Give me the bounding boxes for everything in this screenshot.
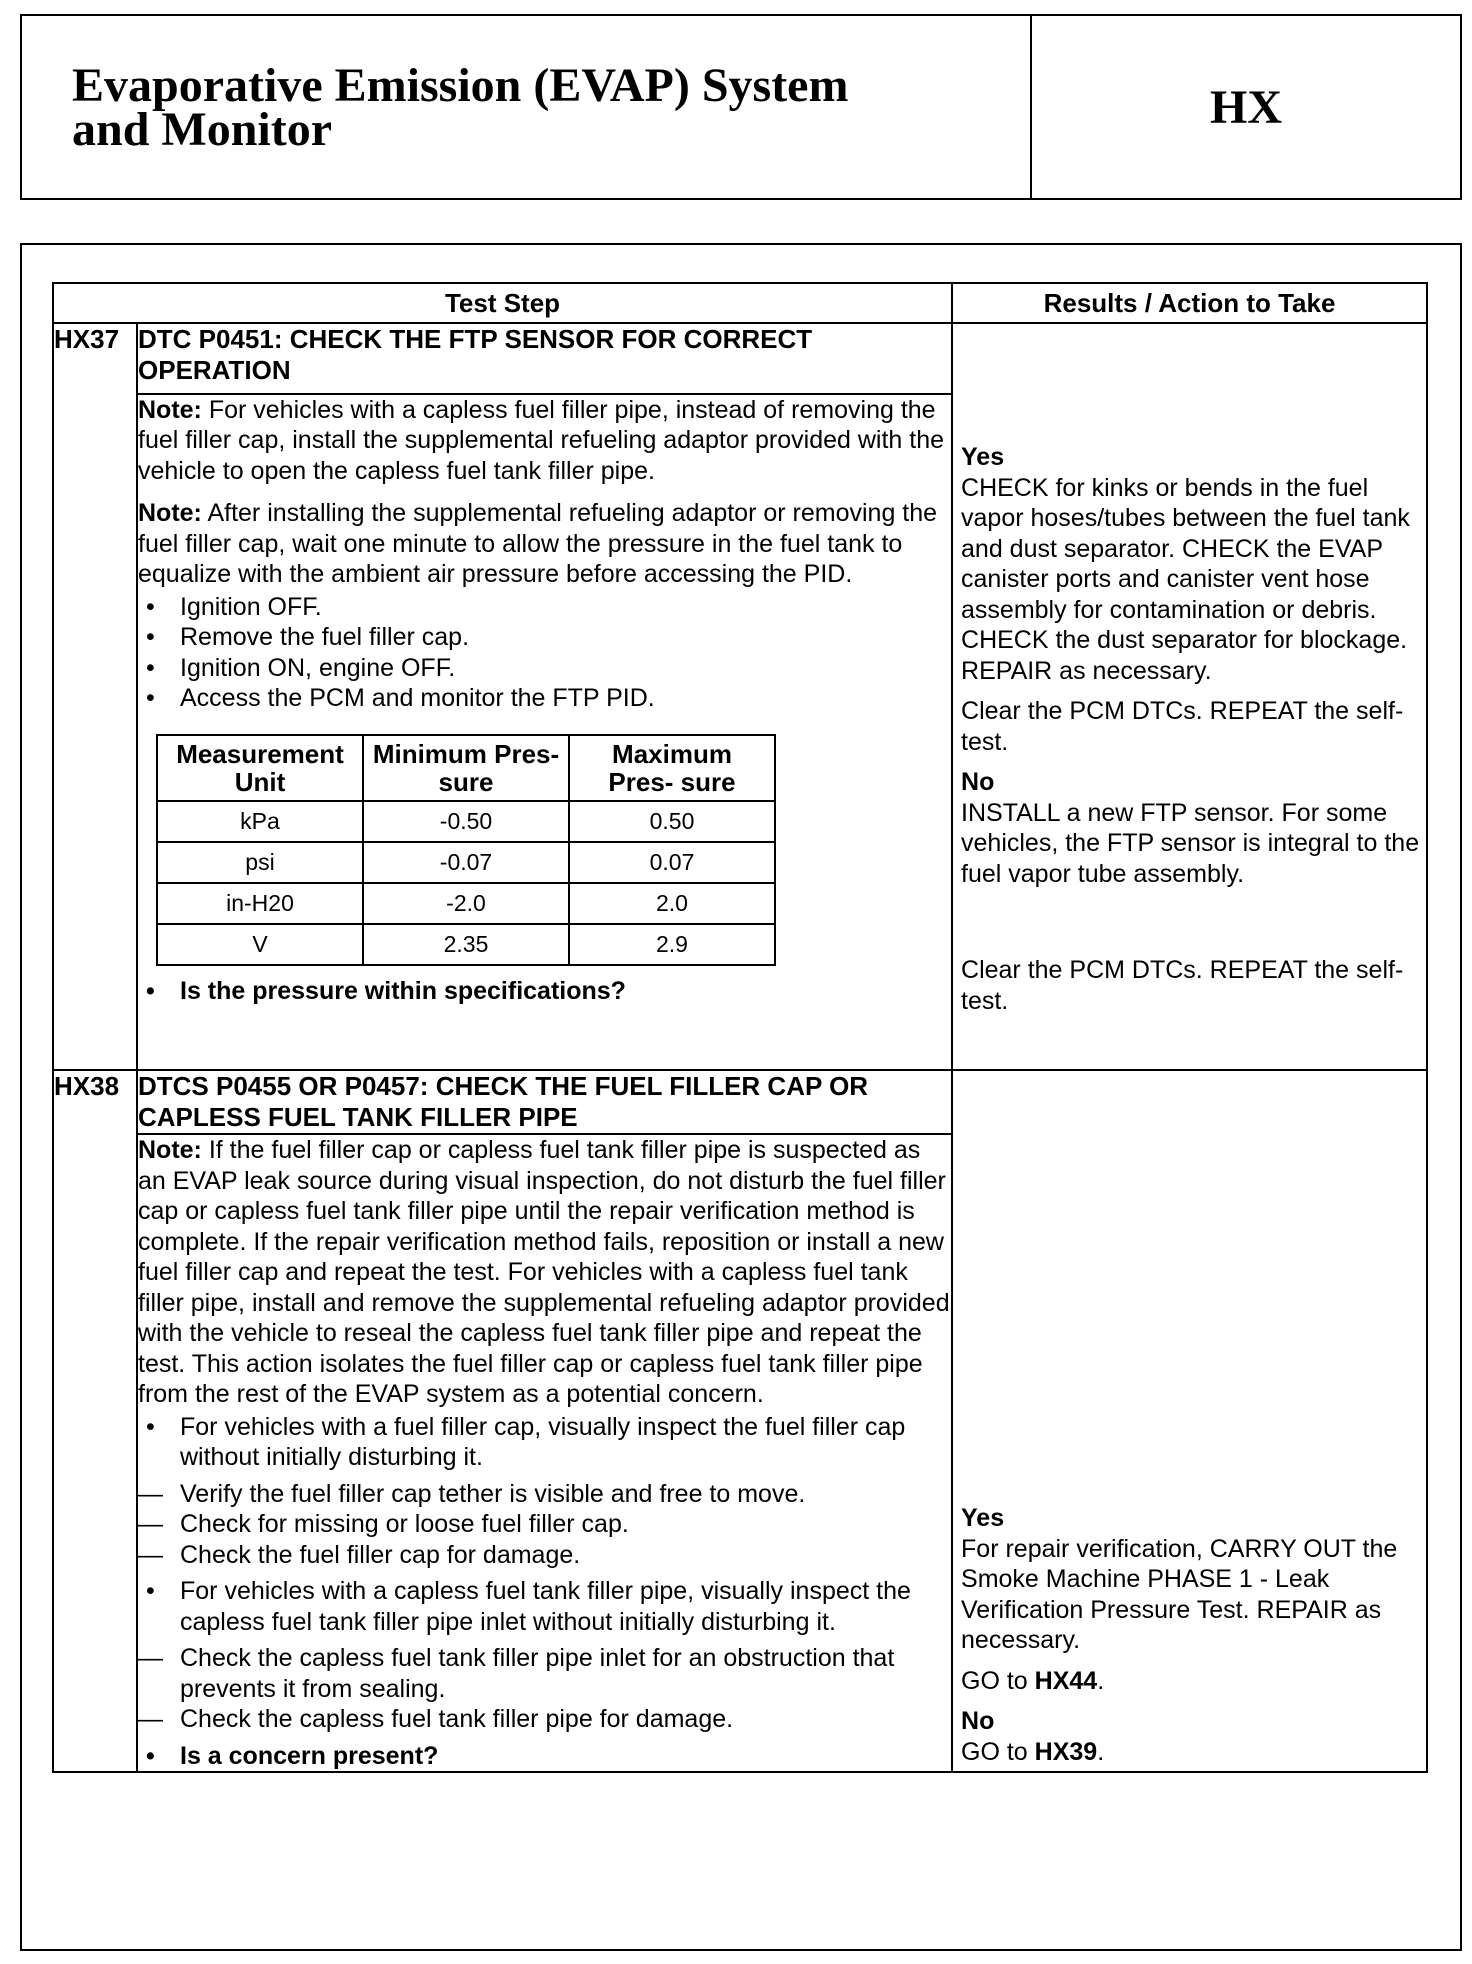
test-step-table bbox=[52, 282, 1428, 1773]
step-hx37-title-row bbox=[53, 323, 1427, 394]
step-id-hx37: HX37 bbox=[53, 323, 137, 394]
list-item: • Access the PCM and monitor the FTP PID. bbox=[138, 683, 951, 714]
no-label-hx37: No bbox=[961, 768, 995, 796]
results-hx37 bbox=[952, 323, 1427, 1070]
list-item: — Check the capless fuel tank filler pipe for damage. bbox=[138, 1704, 951, 1735]
title-line-1: Evaporative Emission (EVAP) System bbox=[72, 59, 849, 112]
spec-cell: V bbox=[157, 924, 363, 965]
yes-text-hx38: For repair verification, CARRY OUT the Smoke Machine PHASE 1 - Leak Verification Pressure Test. REPAIR as necessary. bbox=[961, 1534, 1398, 1654]
step-id-spacer bbox=[53, 394, 137, 1070]
no-text-hx37: INSTALL a new FTP sensor. For some vehicles, the FTP sensor is integral to the fuel vapor tube assembly. bbox=[961, 798, 1420, 888]
list-item: • For vehicles with a capless fuel tank filler pipe, visually inspect the capless fuel tank filler pipe inlet without initially disturbing it. — Check the capless fuel tank filler pipe inlet for an obstruction that prevents it from sealing. — Check the capless fuel tank filler pipe for damage. bbox=[138, 1576, 951, 1735]
note-hx37-1: Note: For vehicles with a capless fuel filler pipe, instead of removing the fuel filler cap, install the supplemental refueling adaptor provided with the vehicle to open the capless fuel tank filler pipe. bbox=[138, 395, 945, 485]
question-hx37: • Is the pressure within specifications? bbox=[138, 976, 951, 1007]
spec-cell: 2.9 bbox=[569, 924, 775, 965]
step-body-hx38 bbox=[137, 1134, 952, 1772]
spec-col-unit: Measurement Unit bbox=[157, 735, 363, 801]
section-code: HX bbox=[1210, 80, 1282, 134]
goto-link-hx39[interactable]: HX39 bbox=[1034, 1737, 1098, 1766]
spec-cell: -0.07 bbox=[363, 842, 569, 883]
table-row bbox=[157, 883, 775, 924]
document-header bbox=[20, 14, 1462, 200]
list-item: — Check for missing or loose fuel filler cap. bbox=[138, 1509, 951, 1540]
page-title bbox=[72, 59, 1030, 156]
spec-cell: 2.0 bbox=[569, 883, 775, 924]
title-line-2: and Monitor bbox=[72, 103, 333, 156]
table-row bbox=[157, 842, 775, 883]
table-row bbox=[157, 924, 775, 965]
list-item: — Check the fuel filler cap for damage. bbox=[138, 1540, 951, 1571]
table-row bbox=[157, 801, 775, 842]
step-title-hx38: DTCS P0455 OR P0457: CHECK THE FUEL FILLER CAP OR CAPLESS FUEL TANK FILLER PIPE bbox=[137, 1070, 952, 1134]
yes-label-hx38: Yes bbox=[961, 1504, 1005, 1532]
header-title-cell bbox=[22, 16, 1032, 198]
spec-header-row bbox=[157, 735, 775, 801]
list-item: — Verify the fuel filler cap tether is visible and free to move. bbox=[138, 1479, 951, 1510]
note-hx38: Note: If the fuel filler cap or capless fuel tank filler pipe is suspected as an EVAP leak source during visual inspection, do not disturb the fuel filler cap or capless fuel tank filler pipe until the repair verification method is complete. If the repair verification method fails, reposition or install a new fuel filler cap and repeat the test. For vehicles with a capless fuel tank filler pipe, install and remove the supplemental refueling adaptor provided with the vehicle to reseal the capless fuel tank filler pipe and repeat the test. This action isolates the fuel filler cap or capless fuel tank filler pipe from the rest of the EVAP system as a potential concern. bbox=[138, 1136, 950, 1408]
step-id-spacer bbox=[53, 1134, 137, 1772]
spec-cell: in-H20 bbox=[157, 883, 363, 924]
spec-cell: 2.35 bbox=[363, 924, 569, 965]
step-title-hx37: DTC P0451: CHECK THE FTP SENSOR FOR CORRECT OPERATION bbox=[137, 323, 952, 394]
list-item: • For vehicles with a fuel filler cap, visually inspect the fuel filler cap without initially disturbing it. — Verify the fuel filler cap tether is visible and free to move. — Check for missing or loose fuel filler cap. — Check the fuel filler cap for damage. bbox=[138, 1412, 951, 1571]
spec-cell: -0.50 bbox=[363, 801, 569, 842]
spec-col-max: Maximum Pres- sure bbox=[569, 735, 775, 801]
no-label-hx38: No bbox=[961, 1707, 995, 1735]
hx37-question bbox=[138, 976, 951, 1007]
spec-cell: 0.07 bbox=[569, 842, 775, 883]
list-item: — Check the capless fuel tank filler pipe inlet for an obstruction that prevents it from sealing. bbox=[138, 1643, 951, 1704]
pressure-spec-table bbox=[156, 734, 776, 966]
yes-goto-hx38: GO to HX44. bbox=[961, 1666, 1105, 1695]
step-id-hx38: HX38 bbox=[53, 1070, 137, 1134]
no-text2-hx37: Clear the PCM DTCs. REPEAT the self-test. bbox=[961, 956, 1404, 1015]
step-hx38-title-row bbox=[53, 1070, 1427, 1134]
step-body-hx37 bbox=[137, 394, 952, 1070]
hx38-dash-list-2 bbox=[138, 1643, 951, 1735]
no-goto-hx38: GO to HX39. bbox=[961, 1737, 1105, 1766]
hx38-bullet-list bbox=[138, 1412, 951, 1772]
col-header-results: Results / Action to Take bbox=[952, 283, 1427, 323]
yes-text-hx37: CHECK for kinks or bends in the fuel vapor hoses/tubes between the fuel tank and dust separator. CHECK the EVAP canister ports and canister vent hose assembly for contamination or debris. CHECK the dust separator for blockage. REPAIR as necessary. bbox=[961, 473, 1410, 685]
question-hx38: • Is a concern present? bbox=[138, 1741, 951, 1772]
spec-col-min: Minimum Pres- sure bbox=[363, 735, 569, 801]
spec-cell: -2.0 bbox=[363, 883, 569, 924]
list-item: • Remove the fuel filler cap. bbox=[138, 622, 951, 653]
results-hx38 bbox=[952, 1070, 1427, 1772]
yes-text2-hx37: Clear the PCM DTCs. REPEAT the self-test. bbox=[961, 697, 1404, 756]
spec-cell: kPa bbox=[157, 801, 363, 842]
note-hx37-2: Note: After installing the supplemental refueling adaptor or removing the fuel filler cap, wait one minute to allow the pressure in the fuel tank to equalize with the ambient air pressure before accessing the PID. bbox=[138, 499, 938, 589]
spec-cell: 0.50 bbox=[569, 801, 775, 842]
hx37-bullet-list bbox=[138, 592, 951, 714]
hx38-dash-list-1 bbox=[138, 1479, 951, 1571]
table-header-row bbox=[53, 283, 1427, 323]
list-item: • Ignition OFF. bbox=[138, 592, 951, 623]
list-item: • Ignition ON, engine OFF. bbox=[138, 653, 951, 684]
yes-label-hx37: Yes bbox=[961, 443, 1005, 471]
spec-cell: psi bbox=[157, 842, 363, 883]
col-header-test-step: Test Step bbox=[53, 283, 952, 323]
goto-link-hx44[interactable]: HX44 bbox=[1034, 1666, 1098, 1695]
